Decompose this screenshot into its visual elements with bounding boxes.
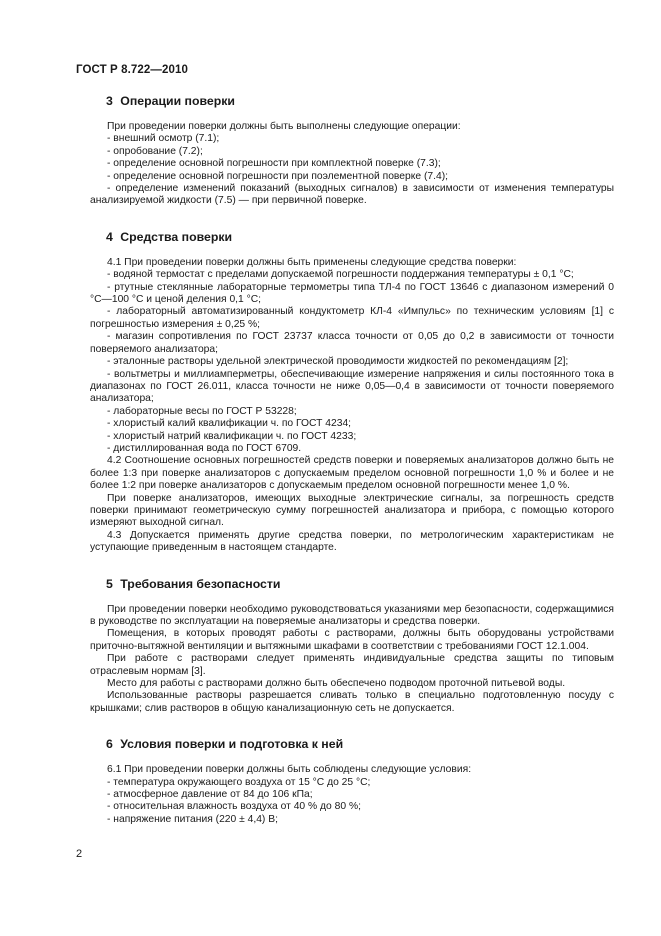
paragraph: 4.2 Соотношение основных погрешностей средств поверки и поверяемых анализаторов должно быть не более 1:3 при поверке анализаторов с допускаемым пределом основной погрешности 1,0 % и более и не более 1:2 при поверке анализаторов с допускаемым пределом основной погрешности менее 1,0 %. (90, 455, 614, 492)
section-title: Средства поверки (120, 229, 233, 244)
list-item: - лабораторный автоматизированный кондуктометр КЛ-4 «Импульс» по техническим условиям [1] с погрешностью измерения ± 0,25 %; (90, 306, 614, 330)
section-title: Условия поверки и подготовка к ней (120, 737, 344, 752)
list-item: - атмосферное давление от 84 до 106 кПа; (107, 789, 313, 801)
section-title: Требования безопасности (120, 576, 281, 591)
list-item: - напряжение питания (220 ± 4,4) В; (107, 813, 278, 825)
document-header: ГОСТ Р 8.722—2010 (76, 64, 188, 76)
list-item: - хлористый натрий квалификации ч. по ГОСТ 4233; (107, 430, 357, 442)
paragraph: При поверке анализаторов, имеющих выходные электрические сигналы, за погрешность средств поверки принимают геометрическую сумму погрешностей анализатора и прибора, с помощью которого измеряют выходной сигнал. (90, 492, 614, 529)
list-item: - определение изменений показаний (выходных сигналов) в зависимости от изменения температуры анализируемой жидкости (7.5) — при первичной поверке. (90, 183, 614, 207)
paragraph: При проведении поверки должны быть выполнены следующие операции: (107, 121, 461, 132)
section-number: 5 (106, 576, 113, 591)
section-number: 6 (106, 737, 113, 752)
list-item: - относительная влажность воздуха от 40 % до 80 %; (107, 801, 361, 813)
section-number: 4 (106, 229, 113, 244)
page-number: 2 (76, 848, 83, 860)
paragraph: 6.1 При проведении поверки должны быть соблюдены следующие условия: (107, 764, 472, 776)
section-heading (106, 230, 614, 245)
section-heading (106, 577, 614, 592)
paragraph: При работе с растворами следует применять индивидуальные средства защиты по типовым отраслевым нормам [3]. (90, 653, 614, 677)
paragraph: 4.3 Допускается применять другие средства поверки, по метрологическим характеристикам не уступающие приведенным в настоящем стандарте. (90, 529, 614, 554)
paragraph: Использованные растворы разрешается сливать только в специально подготовленную посуду с крышками; слив растворов в общую канализационную сеть не допускается. (90, 690, 614, 714)
list-item: - температура окружающего воздуха от 15 °С до 25 °С; (107, 776, 371, 788)
list-item: - эталонные растворы удельной электрической проводимости жидкостей по рекомендациям [2]; (107, 356, 569, 368)
section-heading (106, 737, 614, 752)
list-item: - ртутные стеклянные лабораторные термометры типа ТЛ-4 по ГОСТ 13646 с диапазоном измерений 0 °С—100 °С и ценой деления 0,1 °С; (90, 281, 614, 306)
paragraph: Место для работы с растворами должно быть обеспечено подводом проточной питьевой воды. (107, 678, 566, 690)
list-item: - внешний осмотр (7.1); (107, 133, 220, 145)
list-item: - магазин сопротивления по ГОСТ 23737 класса точности от 0,05 до 0,2 в зависимости от точности поверяемого анализатора; (90, 331, 614, 355)
list-item: - вольтметры и миллиамперметры, обеспечивающие измерение напряжения и силы постоянного тока в диапазонах по ГОСТ 26.011, класса точности не ниже 0,05—0,4 в зависимости от точности поверяемого анализатора; (90, 368, 614, 405)
section-heading (106, 94, 614, 109)
list-item: - лабораторные весы по ГОСТ Р 53228; (107, 405, 297, 417)
list-item: - определение основной погрешности при поэлементной поверке (7.4); (107, 170, 448, 182)
list-item: - дистиллированная вода по ГОСТ 6709. (107, 442, 302, 454)
paragraph: При проведении поверки необходимо руководствоваться указаниями мер безопасности, содержащимися в руководстве по эксплуатации на поверяемые анализаторы и средства поверки. (90, 603, 614, 627)
list-item: - опробование (7.2); (107, 145, 203, 157)
paragraph: Помещения, в которых проводят работы с растворами, должны быть оборудованы устройствами приточно-вытяжной вентиляции и вытяжными шкафами в соответствии с требованиями ГОСТ 12.1.004. (90, 628, 614, 652)
section-number: 3 (106, 94, 113, 108)
list-item: - определение основной погрешности при комплектной поверке (7.3); (107, 158, 441, 170)
document-body (90, 84, 614, 826)
section-title: Операции поверки (120, 94, 235, 108)
list-item: - хлористый калий квалификации ч. по ГОСТ 4234; (107, 418, 352, 430)
paragraph: 4.1 При проведении поверки должны быть применены следующие средства поверки: (107, 256, 517, 268)
list-item: - водяной термостат с пределами допускаемой погрешности поддержания температуры ± 0,1 °С; (107, 269, 574, 281)
